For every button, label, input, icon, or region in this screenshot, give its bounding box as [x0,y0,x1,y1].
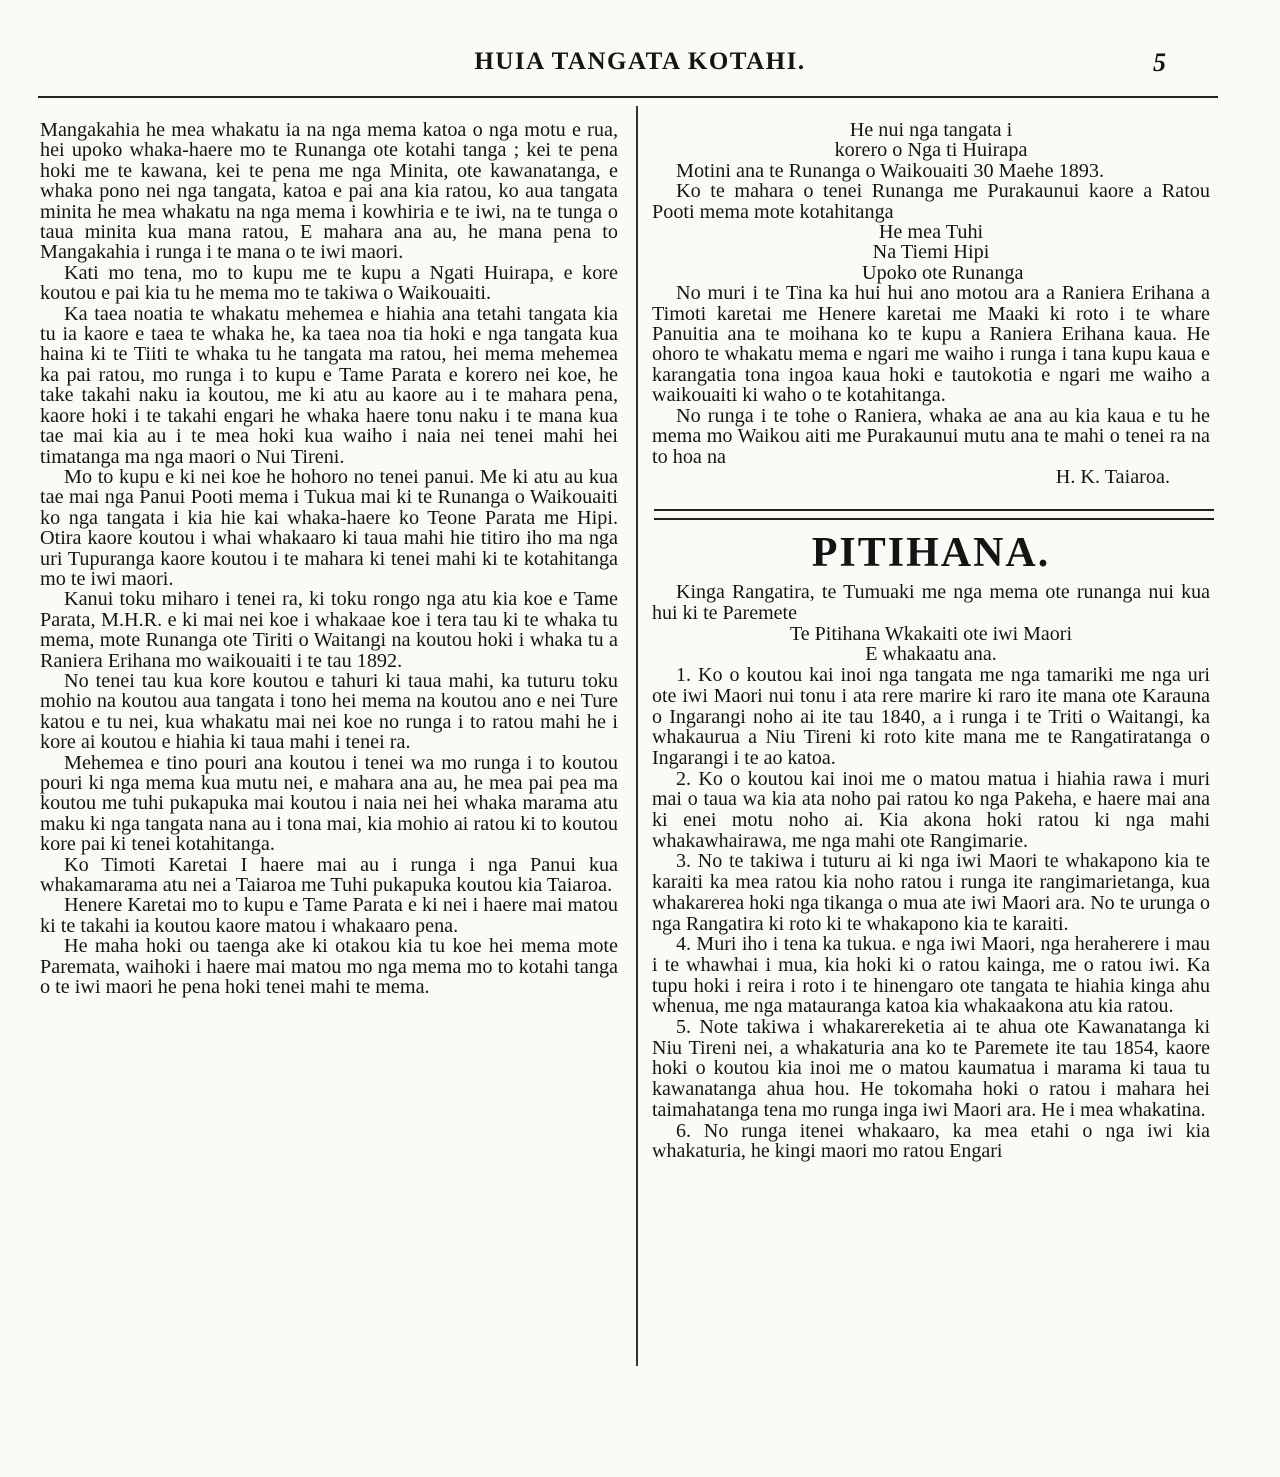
left-paragraph: Ko Timoti Karetai I haere mai au i runga i nga Panui kua whakamarama atu nei a Taiaroa me Tuhi pukapuka koutou kia Taiaroa. [40,853,618,897]
petition-headline: PITIHANA. [811,530,1051,577]
petition-subtitle: Te Pitihana Wkakaiti ote iwi Maori [789,622,1073,645]
meeting-paragraph: No muri i te Tina ka hui hui ano motou ara a Raniera Erihana a Timoti karetai me Henere karetai me Maaki ki roto i te whare Panuitia ana te moihana ko te kupu a Raniera Erihana kaua. He ohoro te whakatu mema e ngari me waiho i runga i tana kupu kaua e karangatia tona ingoa kaua hoki e tautokotia e ngari me waiho a waikouaiti ki waho o te kotahitanga. [652,282,1210,407]
left-paragraph: Kati mo tena, mo to kupu me te kupu a Ngati Huirapa, e kore koutou e pai kia tu he mema mo te takiwa o Waikouaiti. [40,261,618,305]
meeting-text: Ko te mahara o tenei Runanga me Purakaunui kaore a Ratou Pooti mema mote kotahitanga [652,180,1210,223]
left-paragraph: No tenei tau kua kore koutou e tahuri ki taua mahi, ka tuturu toku mohio na koutou aua tangata i tono hei mema na koutou ano e nei Ture katou e tu nei, kua whakatu mai nei koe no runga i to ratou mahi he i kore ai koutou e hiahia ki taua mahi i tenei ra. [40,669,618,754]
petition-section [652,530,1210,1162]
column-divider [636,106,638,1366]
running-title: HUIA TANGATA KOTAHI. [474,48,806,75]
left-paragraph: He maha hoki ou taenga ake ki otakou kia tu koe hei mema mote Paremata, waihoki i haere mai matou mo nga mema mo to kotahi tanga o te iwi maori he pena hoki tenei mahi te mema. [40,935,618,999]
petition-item: 3. No te takiwa i tuturu ai ki nga iwi Maori te whakapono kia te karaiti ka mea ratou kia noho ratou i runga ite rangimarietanga, kua whakarerea hoki nga tikanga o mua ate iwi Maori ara. No te urunga o nga Rangatira ki roto ki te whakapono kia te karaiti. [652,850,1210,935]
petition-item: 4. Muri iho i tena ka tukua. e nga iwi Maori, nga heraherere i mau i te whawhai i mua, kia hoki ki o ratou kainga, me o ratou iwi. Ka tupu hoki i reira i roto i te hinengaro ote tangata te hiahia kinga ahu whenua, me nga matauranga katoa kia whakaakona atu kia ratou. [652,933,1210,1018]
petition-salutation: Kinga Rangatira, te Tumuaki me nga mema ote runanga nui kua hui ki te Paremete [652,581,1210,625]
section-divider [654,509,1214,520]
page-number: 5 [1153,48,1166,77]
petition-item: 6. No runga itenei whakaaro, ka mea etahi o nga iwi kia whakaturia, he kingi maori mo ratou Engari [652,1119,1210,1163]
petition-item: 1. Ko o koutou kai inoi nga tangata me nga tamariki me nga uri ote iwi Maori nui tonu i ata rere marire ki raro ite mana ote Karauna o Ingarangi noho ai ite tau 1840, a i runga i te Triti o Waitangi, ka whakaurua a Niu Tireni ki roto kite mana me te Rangatiratanga o Ingarangi i te ao katoa. [652,664,1210,769]
meeting-paragraph: No runga i te tohe o Raniera, whaka ae ana au kia kaua e tu he mema mo Waikou aiti me Purakaunui mutu ana te mahi o tenei ra na to hoa na [652,404,1210,468]
running-head [0,44,1280,80]
footer-space [40,1392,1220,1393]
meeting-line: korero o Nga ti Huirapa [834,139,1028,162]
meeting-motion: Motini ana te Runanga o Waikouaiti 30 Maehe 1893. [676,159,1105,182]
header-rule [38,96,1218,98]
meeting-signoff: Upoko ote Runanga [862,261,1024,284]
left-paragraph: Ka taea noatia te whakatu mehemea e hiahia ana tetahi tangata kia tu ia kaore e taea te whaka he, ka taea noa tia hoki e nga tangata kua haina ki te Tiiti te whaka tu he tangata ma ratou, hei mema mehemea ka pai ratou, mo runga i to kupu e Tame Parata e korero nei koe, he take takahi naku ia koutou, me ki atu au kaore au i te mahara pena, kaore hoki i te takahi engari he whaka haere tonu naku i te mana kua tae mai kia au i te mea hoki kua waiho i naia nei tenei mahi hei timatanga ma nga maori o Nui Tireni. [40,302,618,468]
petition-subtitle: E whakaatu ana. [865,643,997,666]
meeting-signature: H. K. Taiaroa. [1055,465,1170,488]
left-paragraph: Mangakahia he mea whakatu ia na nga mema katoa o nga motu e rua, hei upoko whaka-haere mo te Runanga ote kotahi tanga ; kei te pena hoki me te kawana, kei te pena me nga Minita, ote kawanatanga, e whaka pono nei nga tangata, katoa e pai ana kia ratou, ko aua tangata minita he mea whakatu na nga mema i kowhiria e te iwi, na te tunga o taua minita kua mana ratou, E mahara ana au, he mana pena to Mangakahia i runga i te mana o te iwi maori. [40,119,618,264]
left-column [40,120,618,997]
petition-item: 5. Note takiwa i whakarereketia ai te ahua ote Kawanatanga ki Niu Tireni nei, a whakaturia ana ko te Paremete ite tau 1854, kaore hoki o koutou kia inoi me o matou kaumatua i marama ki taua tu kawanatanga ahua hou. He tokomaha hoki o ratou i mahara hei taimahatanga tena mo runga inga iwi Maori ara. He i mea whakatina. [652,1016,1210,1121]
meeting-line: He nui nga tangata i [849,119,1013,141]
meeting-report [652,120,1210,487]
left-paragraph: Mo to kupu e ki nei koe he hohoro no tenei panui. Me ki atu au kua tae mai nga Panui Pooti mema i Tukua mai ki te Runanga o Waikouaiti ko nga tangata i kia hie kai whaka-haere ko Teone Parata me Hipi. Otira kaore koutou i whai whakaaro ki taua mahi hie titiro iho ma nga uri Tupuranga kaore koutou i te mahara ki tenei mahi ki te kotahitanga mo te iwi maori. [40,465,618,590]
left-paragraph: Henere Karetai mo to kupu e Tame Parata e ki nei i haere mai matou ki te takahi ia koutou kaore matou i whakaaro pena. [40,894,618,937]
left-paragraph: Mehemea e tino pouri ana koutou i tenei wa mo runga i to koutou pouri ki nga mema kua mutu nei, e mahara ana au, he mea pai pea ma koutou me tuhi pukapuka mai koutou i naia nei hei whaka marama atu maku ki nga tangata nana au i tona mai, kia mohio ai ratou ki to koutou kore pai ki tenei kotahitanga. [40,751,618,856]
meeting-signoff: He mea Tuhi [878,221,984,244]
meeting-signoff: Na Tiemi Hipi [872,241,990,264]
petition-item: 2. Ko o koutou kai inoi me o matou matua i hiahia rawa i muri mai o taua wa kia ata noho pai ratou ko nga Pakeha, e haere mai ana ki enei motu noho ai. Kia akona hoki ratou ki nga mahi whakawhairawa, me nga mahi ote Rangimarie. [652,767,1210,852]
left-paragraph: Kanui toku miharo i tenei ra, ki toku rongo nga atu kia koe e Tame Parata, M.H.R. e ki mai nei koe i whakaae koe i tera tau ki te whaka tu mema, mote Runanga ote Tiriti o Waitangi na koutou hoki i whaka tu a Raniera Erihana mo waikouaiti i te tau 1892. [40,588,618,672]
right-column [652,120,1210,1162]
